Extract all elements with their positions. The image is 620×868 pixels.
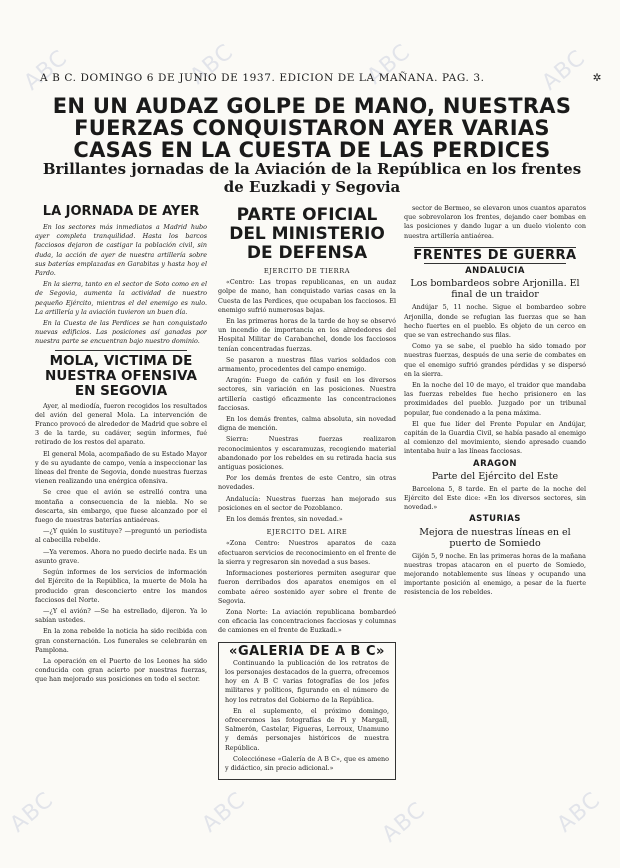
column-center — [218, 204, 396, 864]
watermark: ABC — [377, 797, 431, 848]
galeria-box — [218, 642, 396, 781]
article-paragraph: Por los demás frentes de este Centro, sin otras novedades. — [218, 474, 396, 492]
article-paragraph: Gijón 5, 9 noche. En las primeras horas de la mañana nuestras tropas atacaron en el puerto de Somiedo, mejorando notablemente sus líneas y ocupando una importante posición al enemigo, a pesar de la fuerte resistencia de los rebeldes. — [404, 551, 586, 597]
region-asturias: ASTURIAS — [469, 514, 521, 525]
article-paragraph: sector de Bermeo, se elevaron unos cuantos aparatos que sobrevolaron los frentes, dejando caer bombas en las posiciones y dando lugar a un duelo violento con nuestra artillería antiaérea. — [404, 204, 586, 240]
running-head — [40, 72, 602, 84]
running-head-text: A B C. DOMINGO 6 DE JUNIO DE 1937. EDICION DE LA MAÑANA. PAG. 3. — [40, 72, 485, 84]
article-paragraph: «Zona Centro: Nuestros aparatos de caza efectuaron servicios de reconocimiento en el frente de la sierra y regresaron sin novedad a sus bases. — [218, 539, 396, 566]
article-paragraph: Zona Norte: La aviación republicana bombardeó con eficacia las concentraciones facciosas y columnas de camiones en el frente de Euzkadi.» — [218, 607, 396, 635]
article-paragraph: Continuando la publicación de los retratos de los personajes destacados de la guerra, ofrecemos hoy en A B C varias fotografías de los jefes militares y políticos, figurando en el número de hoy los retratos del Gobierno de la República. — [225, 658, 389, 704]
region-andalucia: ANDALUCIA — [465, 266, 525, 277]
article-paragraph: En los demás frentes, calma absoluta, sin novedad digna de mención. — [218, 415, 396, 433]
article-paragraph: En la Cuesta de las Perdices se han conquistado nuevas edificios. Las posiciones así ganadas por nuestra parte se encuentran bajo nuestro dominio. — [35, 319, 207, 346]
asturias-headline: Mejora de nuestras líneas en el puerto de Somiedo — [419, 526, 571, 549]
article-paragraph: En la noche del 10 de mayo, el traidor que mandaba las fuerzas rebeldes fue hecho prisionero en las proximidades del pueblo. Juzgado por un tribunal popular, fue condenado a la pena máxima. — [404, 381, 586, 417]
main-headline: EN UN AUDAZ GOLPE DE MANO, NUESTRAS FUERZAS CONQUISTARON AYER VARIAS CASAS EN LA CUESTA DE LAS PERDICES — [52, 94, 572, 162]
article-paragraph: El que fue líder del Frente Popular en Andújar, capitán de la Guardia Civil, se había pasado al enemigo al comienzo del movimiento, siendo apresado cuando intentaba huir a las líneas facciosas. — [404, 419, 586, 456]
frentes-heading: FRENTES DE GUERRA — [413, 248, 577, 263]
article-paragraph: En la zona rebelde la noticia ha sido recibida con gran consternación. Los funerales se celebrarán en Pamplona. — [35, 627, 207, 654]
page-mark: ✲ — [592, 72, 602, 84]
region-aragon: ARAGON — [472, 458, 518, 469]
article-paragraph: —¿Y quién lo sustituye? —preguntó un periodista al cabecilla rebelde. — [35, 527, 207, 545]
article-paragraph: El general Mola, acompañado de su Estado Mayor y de su ayudante de campo, venía a inspeccionar las líneas del frente de Segovia, donde nuestras fuerzas vienen realizando una enérgica ofensiva. — [35, 449, 207, 486]
section-label-tierra: EJERCITO DE TIERRA — [263, 267, 351, 275]
watermark: ABC — [19, 45, 73, 96]
andalucia-headline: Los bombardeos sobre Arjonilla. El final de un traidor — [410, 278, 580, 301]
article-paragraph: Colecciónese «Galería de A B C», que es ameno y didáctico, sin precio adicional.» — [225, 754, 389, 772]
mola-heading: MOLA, VICTIMA DE NUESTRA OFENSIVA EN SEGOVIA — [45, 352, 197, 399]
watermark: ABC — [197, 787, 251, 838]
column-left — [35, 204, 207, 864]
section-label-aire: EJERCITO DEL AIRE — [266, 528, 348, 537]
article-paragraph: Sierra: Nuestras fuerzas realizaron reconocimientos y escaramuzas, recogiendo material abandonado por los rebeldes en su retirada hacia sus antiguas posiciones. — [218, 435, 396, 472]
parte-oficial-heading: PARTE OFICIAL DEL MINISTERIO DE DEFENSA — [229, 205, 385, 263]
article-paragraph: Según informes de los servicios de información del Ejército de la República, la muerte de Mola ha producido gran desconcierto entre los mandos facciosos del Norte. — [35, 568, 207, 604]
article-paragraph: Informaciones posteriores permiten asegurar que fueron derribados dos aparatos enemigos en el combate aéreo sostenido ayer sobre el frente de Segovia. — [218, 569, 396, 605]
article-paragraph: En los demás frentes, sin novedad.» — [226, 515, 343, 524]
main-subheadline: Brillantes jornadas de la Aviación de la República en los frentes de Euzkadi y Segovia — [42, 160, 582, 196]
divider — [55, 350, 187, 351]
watermark: ABC — [537, 45, 591, 96]
watermark: ABC — [362, 39, 416, 90]
article-paragraph: En la sierra, tanto en el sector de Soto como en el de Segovia, aumenta la actividad de nuestro pequeño Ejército, mientras el del enemigo es nulo. La artillería y la aviación tuvieron un buen día. — [35, 280, 207, 316]
galeria-heading: «GALERIA DE A B C» — [229, 643, 385, 659]
jornada-heading: LA JORNADA DE AYER — [42, 204, 200, 219]
article-paragraph: En el suplemento, el próximo domingo, ofreceremos las fotografías de Pi y Margall, Salmerón, Castelar, Figueras, Lerroux, Unamuno y demás personajes históricos de nuestra República. — [225, 706, 389, 752]
article-paragraph: Se cree que el avión se estrelló contra una montaña a consecuencia de la niebla. No se descarta, sin embargo, que fuese alcanzado por el fuego de nuestras baterías antiaéreas. — [35, 488, 207, 525]
column-right-top — [404, 204, 586, 243]
divider — [424, 263, 566, 264]
watermark: ABC — [552, 787, 606, 838]
article-paragraph: Barcelona 5, 8 tarde. En el parte de la noche del Ejército del Este dice: «En los diversos sectores, sin novedad.» — [404, 484, 586, 512]
article-paragraph: —Ya veremos. Ahora no puedo decirle nada. Es un asunto grave. — [35, 547, 207, 565]
article-paragraph: Se pasaron a nuestras filas varios soldados con armamento, procedentes del campo enemigo. — [218, 355, 396, 374]
article-paragraph: Como ya se sabe, el pueblo ha sido tomado por nuestras fuerzas, después de una serie de combates en que el enemigo sufrió grandes pérdidas y se dispersó en la sierra. — [404, 342, 586, 378]
watermark: ABC — [5, 787, 59, 838]
aragon-headline: Parte del Ejército del Este — [431, 470, 559, 482]
article-paragraph: La operación en el Puerto de los Leones ha sido conducida con gran acierto por nuestras fuerzas, que han mejorado sus posiciones en todo el sector. — [35, 656, 207, 684]
article-paragraph: En los sectores más inmediatos a Madrid hubo ayer completa tranquilidad. Hasta los barcos facciosos dejaron de castigar la población civil, sin duda, la acción de ayer de nuestra artillería sobre sus baterías emplazadas en Garabitas y hasta hoy el Pardo. — [35, 223, 207, 278]
article-paragraph: Andújar 5, 11 noche. Sigue el bombardeo sobre Arjonilla, donde se refugian las fuerzas que se han hecho fuertes en el pueblo. Es objeto de un cerco en que se van estrechando sus filas. — [404, 303, 586, 340]
article-paragraph: «Centro: Las tropas republicanas, en un audaz golpe de mano, han conquistado varias casas en la Cuesta de las Perdices, que ocupaban los facciosos. El enemigo sufrió numerosas bajas. — [218, 278, 396, 314]
watermark: ABC — [185, 39, 239, 90]
article-paragraph: Aragón: Fuego de cañón y fusil en los diversos sectores, sin variación en las posiciones. Nuestra artillería castigó eficazmente las concentraciones facciosas. — [218, 376, 396, 412]
column-right — [404, 247, 586, 864]
article-paragraph: Andalucía: Nuestras fuerzas han mejorado sus posiciones en el sector de Pozoblanco. — [218, 494, 396, 512]
article-paragraph: En las primeras horas de la tarde de hoy se observó un incendio de importancia en los alrededores del Hospital Militar de Carabanchel, donde los facciosos tenían concentradas fuerzas. — [218, 317, 396, 353]
article-paragraph: —¿Y el avión? —Se ha estrellado, dijeron. Ya lo sabían ustedes. — [35, 606, 207, 625]
article-paragraph: Ayer, al mediodía, fueron recogidos los resultados del avión del general Mola. La intervención de Franco provocó de alrededor de Madrid que sobre el 3 de la tarde, su cadáver, según informes, fué retirado de los restos del aparato. — [35, 401, 207, 447]
